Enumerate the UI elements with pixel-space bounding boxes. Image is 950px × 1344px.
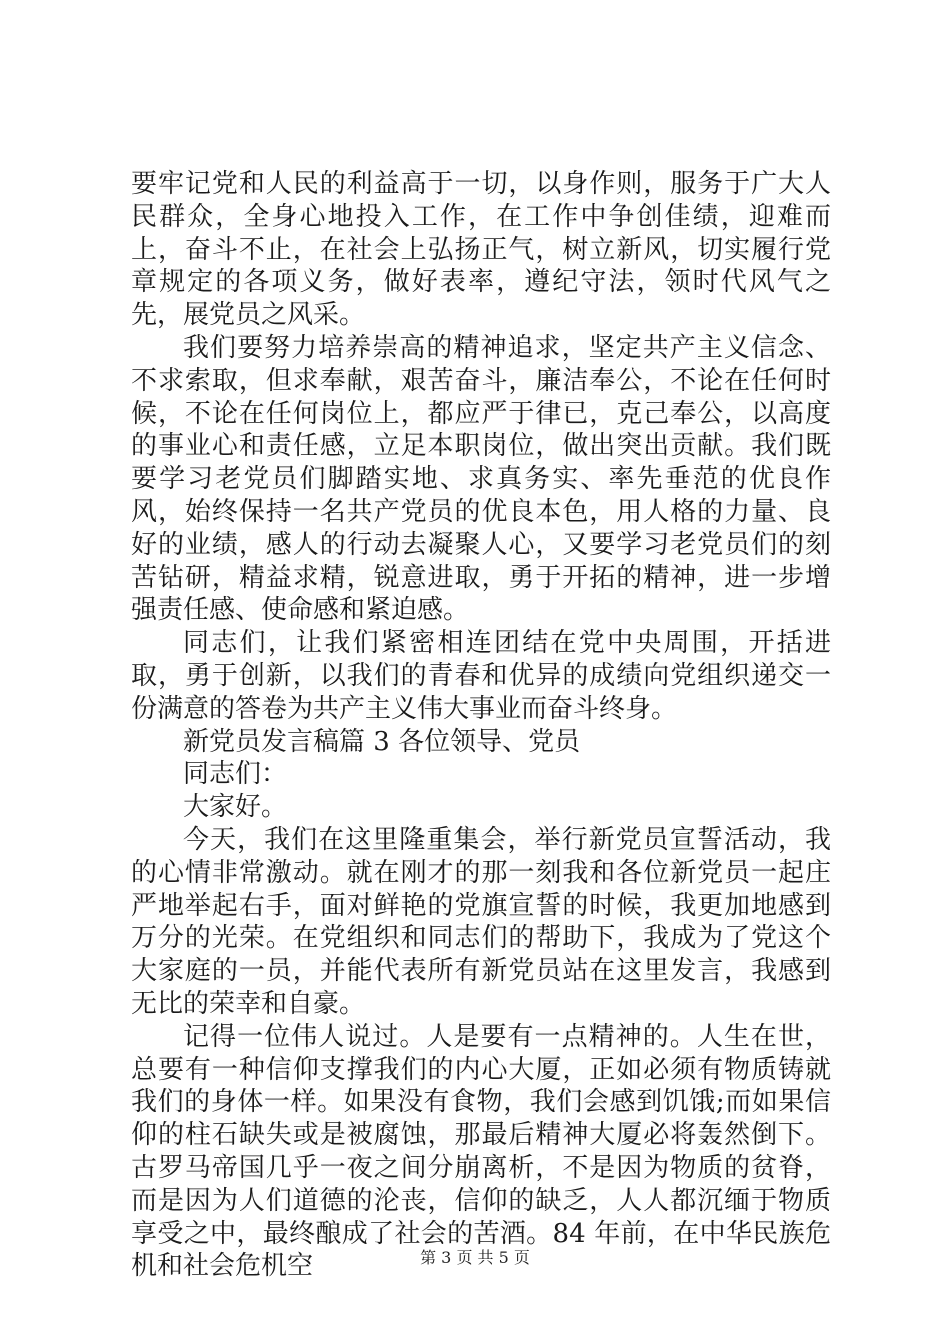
paragraph: 同志们，让我们紧密相连团结在党中央周围，开括进取，勇于创新，以我们的青春和优异的成绩向党组织递交一份满意的答卷为共产主义伟大事业而奋斗终身。 [131, 628, 831, 724]
page-number-footer: 第 3 页 共 5 页 [420, 1248, 530, 1267]
paragraph: 今天，我们在这里隆重集会，举行新党员宣誓活动，我的心情非常激动。就在刚才的那一刻我和各位新党员一起庄严地举起右手，面对鲜艳的党旗宣誓的时候，我更加地感到万分的光荣。在党组织和同志们的帮助下，我成为了党这个大家庭的一员，并能代表所有新党员站在这里发言，我感到无比的荣幸和自豪。 [131, 824, 831, 1019]
paragraph: 记得一位伟人说过。人是要有一点精神的。人生在世，总要有一种信仰支撑我们的内心大厦，正如必须有物质铸就我们的身体一样。如果没有食物，我们会感到饥饿;而如果信仰的柱石缺失或是被腐蚀，那最后精神大厦必将轰然倒下。古罗马帝国几乎一夜之间分崩离析，不是因为物质的贫脊，而是因为人们道德的沦丧，信仰的缺乏，人人都沉缅于物质享受之中，最终酿成了社会的苦酒。84 年前，在中华民族危机和社会危机空 [131, 1021, 831, 1282]
greeting: 大家好。 [183, 792, 288, 823]
section-heading: 新党员发言稿篇 3 各位领导、党员 [183, 726, 581, 757]
salutation: 同志们： [183, 759, 288, 790]
document-body [131, 168, 831, 1283]
paragraph: 要牢记党和人民的利益高于一切，以身作则，服务于广大人民群众，全身心地投入工作，在工作中争创佳绩，迎难而上，奋斗不止，在社会上弘扬正气，树立新风，切实履行党章规定的各项义务，做好表率，遵纪守法，领时代风气之先，展党员之风采。 [131, 169, 831, 331]
paragraph: 我们要努力培养崇高的精神追求，坚定共产主义信念、不求索取，但求奉献，艰苦奋斗，廉洁奉公，不论在任何时候，不论在任何岗位上，都应严于律已，克己奉公，以高度的事业心和责任感，立足本职岗位，做出突出贡献。我们既要学习老党员们脚踏实地、求真务实、率先垂范的优良作风，始终保持一名共产党员的优良本色，用人格的力量、良好的业绩，感人的行动去凝聚人心，又要学习老党员们的刻苦钻研，精益求精，锐意进取，勇于开拓的精神，进一步增强责任感、使命感和紧迫感。 [131, 332, 831, 626]
